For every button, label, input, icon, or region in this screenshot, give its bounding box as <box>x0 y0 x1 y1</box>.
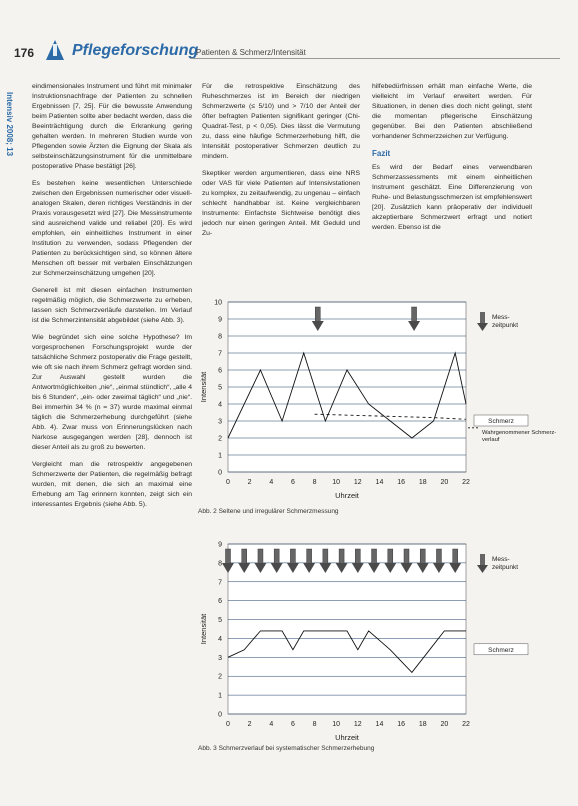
y-tick-label: 2 <box>218 435 222 443</box>
measurement-arrow-shaft <box>226 549 231 564</box>
text-column-3 <box>372 82 532 240</box>
y-tick-label: 5 <box>218 384 222 392</box>
measurement-arrow-shaft <box>339 549 344 564</box>
y-tick-label: 8 <box>218 560 222 568</box>
x-tick-label: 20 <box>440 479 449 486</box>
measurement-arrow-shaft <box>412 307 417 322</box>
y-tick-label: 8 <box>218 333 222 341</box>
x-axis-label: Uhrzeit <box>335 491 359 500</box>
x-tick-label: 14 <box>375 721 384 728</box>
header-divider <box>190 58 560 59</box>
y-tick-label: 1 <box>218 692 222 700</box>
y-tick-label: 6 <box>218 367 222 375</box>
x-tick-label: 10 <box>332 721 341 728</box>
measurement-arrow-shaft <box>315 307 320 322</box>
y-tick-label: 0 <box>218 711 222 719</box>
measurement-arrow-shaft <box>242 549 247 564</box>
legend-pain-label: Schmerz <box>488 418 514 425</box>
figure-caption-2: Abb. 2 Seltene und irregulärer Schmerzmessung <box>198 508 339 515</box>
y-axis-label: Intensität <box>199 613 208 645</box>
measurement-arrow-shaft <box>388 549 393 564</box>
paragraph: hilfebedürfnissen erhält man einfache Werte, die vielleicht im Verlauf erweitert werden. Für Situationen, in denen dies doch nicht gelingt, steht die momentan pflegerische Einschätzung gegenüber. Bei den Patienten abschließend vorhandener Schmerzzeichen zur Verfügung. <box>372 83 532 140</box>
y-tick-label: 2 <box>218 673 222 681</box>
legend-arrow-shaft <box>480 312 485 324</box>
x-tick-label: 20 <box>440 721 449 728</box>
x-tick-label: 0 <box>226 721 230 728</box>
text-column-1 <box>32 82 192 517</box>
x-tick-label: 12 <box>353 721 362 728</box>
y-tick-label: 9 <box>218 316 222 324</box>
x-tick-label: 4 <box>269 721 274 728</box>
legend-perceived-label: verlauf <box>482 436 500 443</box>
figure-caption-3: Abb. 3 Schmerzverlauf bei systematischer Schmerzerhebung <box>198 745 375 752</box>
y-tick-label: 7 <box>218 579 222 587</box>
x-tick-label: 16 <box>397 721 405 728</box>
y-tick-label: 5 <box>218 617 222 625</box>
y-tick-label: 3 <box>218 654 222 662</box>
brand-title: Pflegeforschung <box>72 42 199 59</box>
legend-pain-label: Schmerz <box>488 646 514 654</box>
y-tick-label: 4 <box>218 401 222 409</box>
measurement-arrow-shaft <box>453 549 458 564</box>
measurement-arrow-shaft <box>307 549 312 564</box>
legend-measure-label: Mess- <box>492 314 510 321</box>
journal-logo-icon <box>44 38 66 62</box>
y-axis-label: Intensität <box>199 371 208 403</box>
paragraph: Generell ist mit diesen einfachen Instrumenten regelmäßig möglich, die Schmerzwerte zu erheben, lassen sich Schmerzverläufe darstellen. Im Verlauf ist die Schmerzintensität abgebildet (siehe Abb. 3). <box>32 287 192 324</box>
x-tick-label: 2 <box>247 479 252 486</box>
y-tick-label: 3 <box>218 418 222 426</box>
x-tick-label: 22 <box>462 479 470 486</box>
text-column-2 <box>202 82 360 246</box>
x-axis-label: Uhrzeit <box>335 733 359 742</box>
legend-arrow-head <box>477 565 488 573</box>
paragraph: Es wird der Bedarf eines verwendbaren Schmerzassessments mit einem einheitlichen Instrument geschätzt. Eine Differenzierung von Ruhe- und Belastungsschmerzen ist empfehlenswert [20]. Zusätzlich kann präoperativ der individuell akzeptierbare Schmerzwert erfragt und notiert werden. Ebenso ist die <box>372 164 532 231</box>
running-title: Patienten & Schmerz/Intensität <box>196 48 306 57</box>
y-tick-label: 7 <box>218 350 222 358</box>
measurement-arrow-shaft <box>258 549 263 564</box>
plot-area <box>228 544 466 714</box>
y-tick-label: 4 <box>218 635 222 643</box>
x-tick-label: 12 <box>353 479 362 486</box>
paragraph: eindimensionales Instrument und führt mit minimaler Instruktionsnachfrage der Patienten zu schnellen Ergebnissen [7, 25]. Für die bewusste Anwendung beim Patienten sollte aber bedacht werden, dass die Beeinträchtigung durch die Erkrankung gering gehalten werden. In mehreren Studien wurde von Pflegenden sowie Ärzten die Eignung der Skala als selbsteinschätzungsinstrument für die unmittelbare postoperative Phase bestätigt [26]. <box>32 83 192 170</box>
section-heading: Fazit <box>372 149 391 158</box>
x-tick-label: 0 <box>226 479 230 486</box>
legend-measure-label: zeitpunkt <box>492 322 519 329</box>
x-tick-label: 18 <box>418 479 427 486</box>
measurement-arrow-shaft <box>290 549 295 564</box>
chart-pain-irregular <box>198 296 568 506</box>
measurement-arrow-shaft <box>323 549 328 564</box>
x-tick-label: 2 <box>247 721 252 728</box>
chart-pain-systematic <box>198 538 568 743</box>
legend-perceived-label: Wahrgenommener Schmerz- <box>482 429 557 436</box>
vertical-journal-tag: Intensiv 2008; 13 <box>5 92 14 157</box>
measurement-arrow-shaft <box>436 549 441 564</box>
x-tick-label: 10 <box>332 479 341 486</box>
paragraph: Skeptiker werden argumentieren, dass eine NRS oder VAS für viele Patienten auf Intensivstationen zu komplex, zu zeitaufwendig, zu ungenau – einfach schlecht handhabbar ist. Keine vergleichbaren Instrumente: Einfachste Sichtweise benötigt dies jedoch nur einen geringen Anteil. Mit Geduld und Zu- <box>202 170 360 237</box>
legend-measure-label: zeitpunkt <box>492 564 519 571</box>
measurement-arrow-shaft <box>372 549 377 564</box>
x-tick-label: 8 <box>312 479 317 486</box>
measurement-arrow-shaft <box>274 549 279 564</box>
measurement-arrow-shaft <box>355 549 360 564</box>
legend-arrow-head <box>477 323 488 331</box>
legend-arrow-shaft <box>480 554 485 566</box>
y-tick-label: 9 <box>218 541 222 549</box>
paragraph: Wie begründet sich eine solche Hypothese? Im vorgesprochenen Forschungsprojekt wurde der tatsächliche Schmerz postoperativ die Frage gestellt, wie oft sie nach ihrem Schmerz gefragt worden sind. Zur Auswahl gestellt wurden die Antwortmöglichkeiten „nie“, „einmal stündlich“, „alle 4 bis 6 Stunden“, „ein- oder zweimal täglich“ und „nie“. Bei immerhin 34 % (n = 37) wurde maximal einmal täglich die Schmerzerhebung durchgeführt (siehe Abb. 4). Zwar muss von Erinnerungslücken nach Narkose ausgegangen werden [28], dennoch ist dieser Anteil als zu groß zu bewerten. <box>32 334 192 451</box>
x-tick-label: 6 <box>290 479 295 486</box>
x-tick-label: 8 <box>312 721 317 728</box>
x-tick-label: 22 <box>462 721 470 728</box>
y-tick-label: 6 <box>218 598 222 606</box>
x-tick-label: 16 <box>397 479 405 486</box>
paragraph: Es bestehen keine wesentlichen Unterschiede zwischen den Ergebnissen numerischer oder visuell-analogen Skalen, deren richtiges Verständnis in der Praxis vorausgesetzt wird [27]. Die Messinstrumente sind ausreichend valide und reliabel [20]. Es wird empfohlen, ein einheitliches Instrument in einer Institution zu verwenden, sodass Pflegenden der Patienten zu berücksichtigen sind, so können ältere Menschen oft besser mit verbalen Einschätzungen zur Schmerzeinschätzung umgehen [20]. <box>32 180 192 277</box>
x-tick-label: 18 <box>418 721 427 728</box>
x-tick-label: 4 <box>269 479 274 486</box>
legend-measure-label: Mess- <box>492 556 510 563</box>
x-tick-label: 14 <box>375 479 384 486</box>
y-tick-label: 0 <box>218 469 222 477</box>
y-tick-label: 1 <box>218 452 222 460</box>
paragraph: Vergleicht man die retrospektiv angegebenen Schmerzwerte der Patienten, die regelmäßig befragt wurden, mit denen, die sich an maximal eine Erhebung am Tag erinnern konnten, zeigt sich ein interessantes Ergebnis (siehe Abb. 5). <box>32 461 192 508</box>
measurement-arrow-shaft <box>404 549 409 564</box>
paragraph: Für die retrospektive Einschätzung des Ruheschmerzes ist im Bereich der niedrigen Schmerzwerte (≤ 5/10) und > 7/10 der Anteil der öfter befragten Patienten signifikant geringer (Chi-Quadrat-Test, p < 0,05). Dies lässt die Vermutung zu, dass eine häufige Schmerzerhebung hilft, die Intensität postoperativer Schmerzen deutlich zu mindern. <box>202 83 360 160</box>
x-tick-label: 6 <box>290 721 295 728</box>
y-tick-label: 10 <box>214 299 222 307</box>
measurement-arrow-shaft <box>420 549 425 564</box>
page-number: 176 <box>14 46 35 60</box>
